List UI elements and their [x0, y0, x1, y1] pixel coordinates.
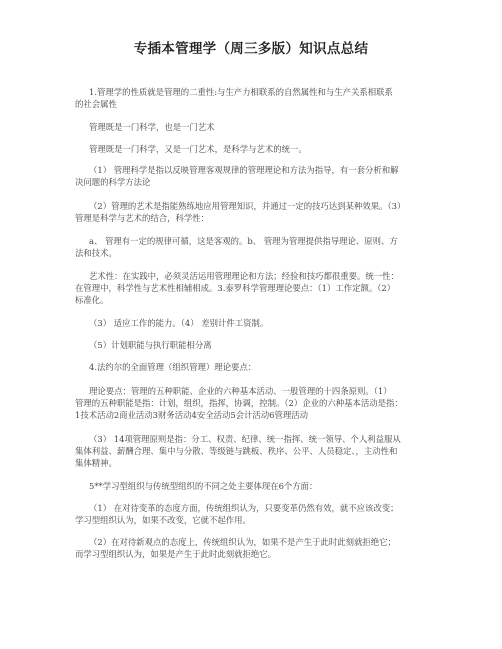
paragraph-15 — [75, 536, 429, 560]
paragraph-line: 管理既是一门科学，又是一门艺术，是科学与艺术的统一。 — [89, 144, 307, 154]
paragraph-line: 决问题的科学方法论 — [75, 177, 151, 187]
paragraph-line: （3） 适应工作的能力。（4） 差别计件工资制。 — [89, 318, 269, 328]
paragraph-line: 理论要点：管理的五种职能、企业的六种基本活动、一般管理的十四条原则。（1） — [89, 386, 392, 396]
paragraph-4 — [75, 164, 429, 188]
paragraph-line: 5**学习型组织与传统型组织的不同之处主要体现在6个方面： — [89, 481, 318, 491]
paragraph-line: 4.法约尔的全面管理（组织管理）理论要点： — [89, 362, 257, 372]
paragraph-7 — [75, 270, 429, 306]
paragraph-10 — [89, 361, 429, 373]
paragraph-line: 管理既是一门科学，也是一门艺术 — [89, 122, 215, 132]
paragraph-line: 法和技术。 — [75, 248, 117, 258]
paragraph-line: 艺术性：在实践中，必须灵活运用管理理论和方法；经验和技巧都很重要。统一性： — [89, 271, 399, 281]
paragraph-line: （5）计划职能与执行职能相分离 — [89, 340, 212, 350]
paragraph-line: a、 管理有一定的规律可循，这是客观的。b、 管理为管理提供指导理论、原则、方 — [89, 236, 398, 246]
paragraph-1 — [75, 86, 429, 110]
paragraph-line: 集体利益、薪酬合理、集中与分散、等级链与跳板、秩序、公平、人员稳定、，主动性和 — [75, 446, 398, 456]
paragraph-13 — [89, 480, 429, 492]
paragraph-12 — [75, 433, 429, 469]
paragraph-9 — [89, 339, 429, 351]
paragraph-5 — [75, 200, 429, 224]
paragraph-6 — [75, 235, 429, 259]
paragraph-line: 1.管理学的性质就是管理的二重性:与生产力相联系的自然属性和与生产关系相联系 — [89, 87, 393, 97]
paragraph-line: （2）管理的艺术是指能熟练地应用管理知识，并通过一定的技巧达到某种效果。（3） — [89, 201, 406, 211]
paragraph-14 — [75, 502, 429, 526]
paragraph-line: （3） 14项管理原则是指：分工、权责、纪律、统一指挥、统一领导、个人利益服从 — [89, 434, 401, 444]
paragraph-line: 标准化。 — [75, 295, 109, 305]
paragraph-line: 1技术活动2商业活动3财务活动4安全活动5会计活动6管理活动 — [75, 410, 308, 420]
paragraph-line: （2）在对待新观点的态度上，传统组织认为，如果不是产生于此时此刻就拒绝它； — [89, 537, 396, 547]
document-title: 专插本管理学（周三多版）知识点总结 — [133, 41, 369, 57]
paragraph-line: 管理的五种职能是指：计划，组织，指挥，协调，控制。（2）企业的六种基本活动是指： — [75, 398, 403, 408]
paragraph-line: 的社会属性 — [75, 99, 117, 109]
paragraph-line: 而学习型组织认为，如果是产生于此时此刻就拒绝它。 — [75, 549, 276, 559]
paragraph-line: 集体精神。 — [75, 458, 117, 468]
paragraph-11 — [75, 385, 429, 421]
paragraph-line: （1） 在对待变革的态度方面，传统组织认为，只要变革仍然有效，就不应该改变； — [89, 503, 399, 513]
paragraph-2 — [89, 121, 429, 133]
paragraph-line: 管理是科学与艺术的结合，科学性： — [75, 213, 209, 223]
paragraph-line: 学习型组织认为，如果不改变，它就不起作用。 — [75, 515, 251, 525]
paragraph-8 — [89, 317, 429, 329]
paragraph-line: 在管理中，科学性与艺术性相辅相成。3.泰罗科学管理理论要点：（1）工作定额。（2） — [75, 283, 396, 293]
paragraph-line: （1） 管理科学是指以反映管理客观规律的管理理论和方法为指导，有一套分析和解 — [89, 165, 399, 175]
paragraph-3 — [89, 143, 429, 155]
